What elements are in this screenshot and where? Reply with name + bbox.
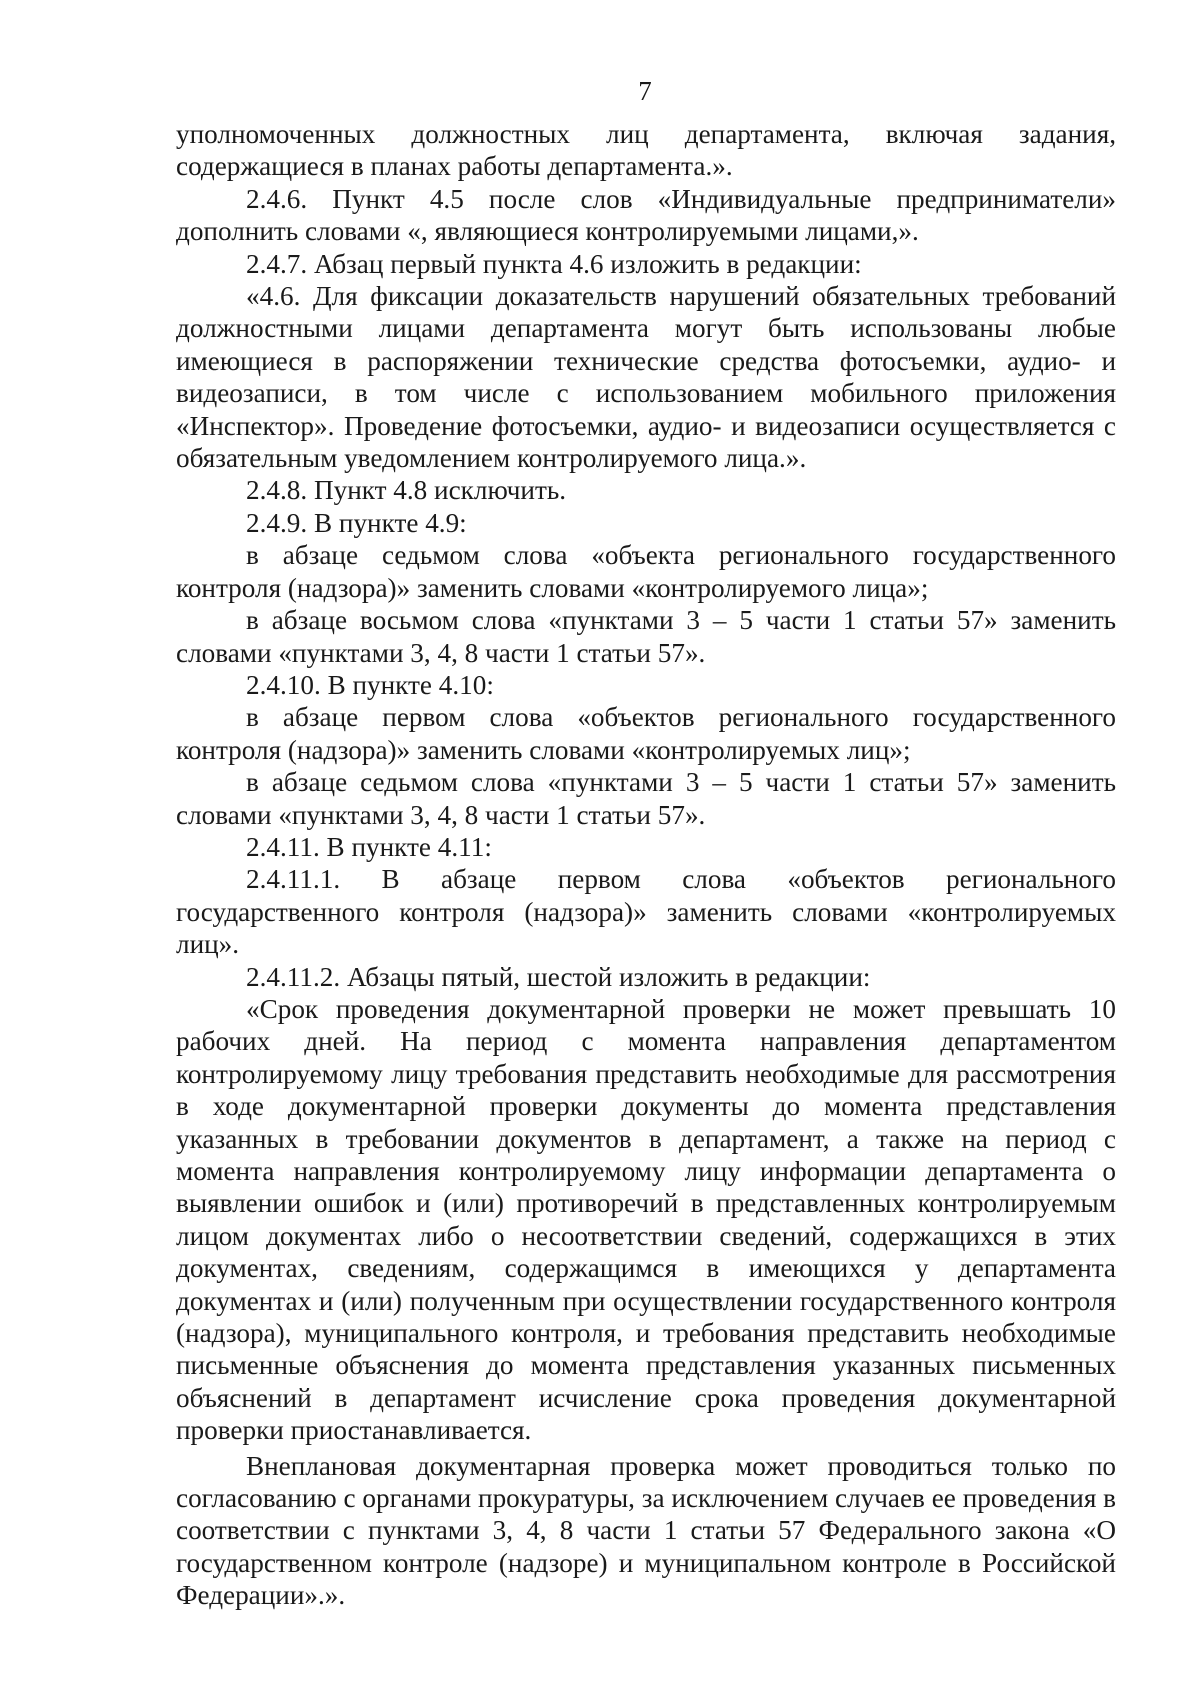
paragraph-2-4-7: 2.4.7. Абзац первый пункта 4.6 изложить в редакции: <box>246 248 862 279</box>
paragraph-quote-unscheduled: Внеплановая документарная проверка может проводиться только по согласованию с органами прокуратуры, за исключением случаев ее проведения в соответствии с пунктами 3, 4, 8 части 1 статьи 57 Федерального закона «О государственном контроле (надзоре) и муниципальном контроле в Российской Федерации».». <box>176 1450 1116 1611</box>
paragraph-2-4-9: 2.4.9. В пункте 4.9: <box>246 507 467 538</box>
paragraph-2-4-10-item-1: в абзаце первом слова «объектов регионального государственного контроля (надзора)» заменить словами «контролируемых лиц»; <box>176 702 1116 765</box>
paragraph-2-4-10-item-2: в абзаце седьмом слова «пунктами 3 – 5 части 1 статьи 57» заменить словами «пунктами 3, 4, 8 части 1 статьи 57». <box>176 767 1116 830</box>
paragraph-2-4-9-item-1: в абзаце седьмом слова «объекта регионального государственного контроля (надзора)» заменить словами «контролируемого лица»; <box>176 540 1116 603</box>
paragraph-2-4-11: 2.4.11. В пункте 4.11: <box>246 831 492 862</box>
paragraph-2-4-10: 2.4.10. В пункте 4.10: <box>246 669 494 700</box>
document-body <box>176 118 1116 1612</box>
paragraph-quote-4-6: «4.6. Для фиксации доказательств нарушений обязательных требований должностными лицами департамента могут быть использованы любые имеющиеся в распоряжении технические средства фотосъемки, аудио- и видеозаписи, в том числе с использованием мобильного приложения «Инспектор». Проведение фотосъемки, аудио- и видеозаписи осуществляется с обязательным уведомлением контролируемого лица.». <box>176 281 1116 474</box>
paragraph-quote-term: «Срок проведения документарной проверки не может превышать 10 рабочих дней. На период с момента направления департаментом контролируемому лицу требования представить необходимые для рассмотрения в ходе документарной проверки документы до момента представления указанных в требовании документов в департамент, а также на период с момента направления контролируемому лицу информации департамента о выявлении ошибок и (или) противоречий в представленных контролируемым лицом документах либо о несоответствии сведений, содержащихся в этих документах, сведениям, содержащимся в имеющихся у департамента документах и (или) полученным при осуществлении государственного контроля (надзора), муниципального контроля, и требования представить необходимые письменные объяснения до момента представления указанных письменных объяснений в департамент исчисление срока проведения документарной проверки приостанавливается. <box>176 993 1116 1446</box>
paragraph-2-4-11-1: 2.4.11.1. В абзаце первом слова «объектов регионального государственного контроля (надзора)» заменить словами «контролируемых лиц». <box>176 864 1116 960</box>
page-number: 7 <box>638 76 652 106</box>
paragraph-2-4-6: 2.4.6. Пункт 4.5 после слов «Индивидуальные предприниматели» дополнить словами «, являющиеся контролируемыми лицами,». <box>176 183 1116 247</box>
paragraph-2-4-8: 2.4.8. Пункт 4.8 исключить. <box>246 475 567 506</box>
paragraph-2-4-9-item-2: в абзаце восьмом слова «пунктами 3 – 5 части 1 статьи 57» заменить словами «пунктами 3, 4, 8 части 1 статьи 57». <box>176 605 1116 668</box>
paragraph-2-4-11-2: 2.4.11.2. Абзацы пятый, шестой изложить в редакции: <box>246 961 871 992</box>
paragraph-continuation: уполномоченных должностных лиц департамента, включая задания, содержащиеся в планах работы департамента.». <box>176 119 1116 182</box>
